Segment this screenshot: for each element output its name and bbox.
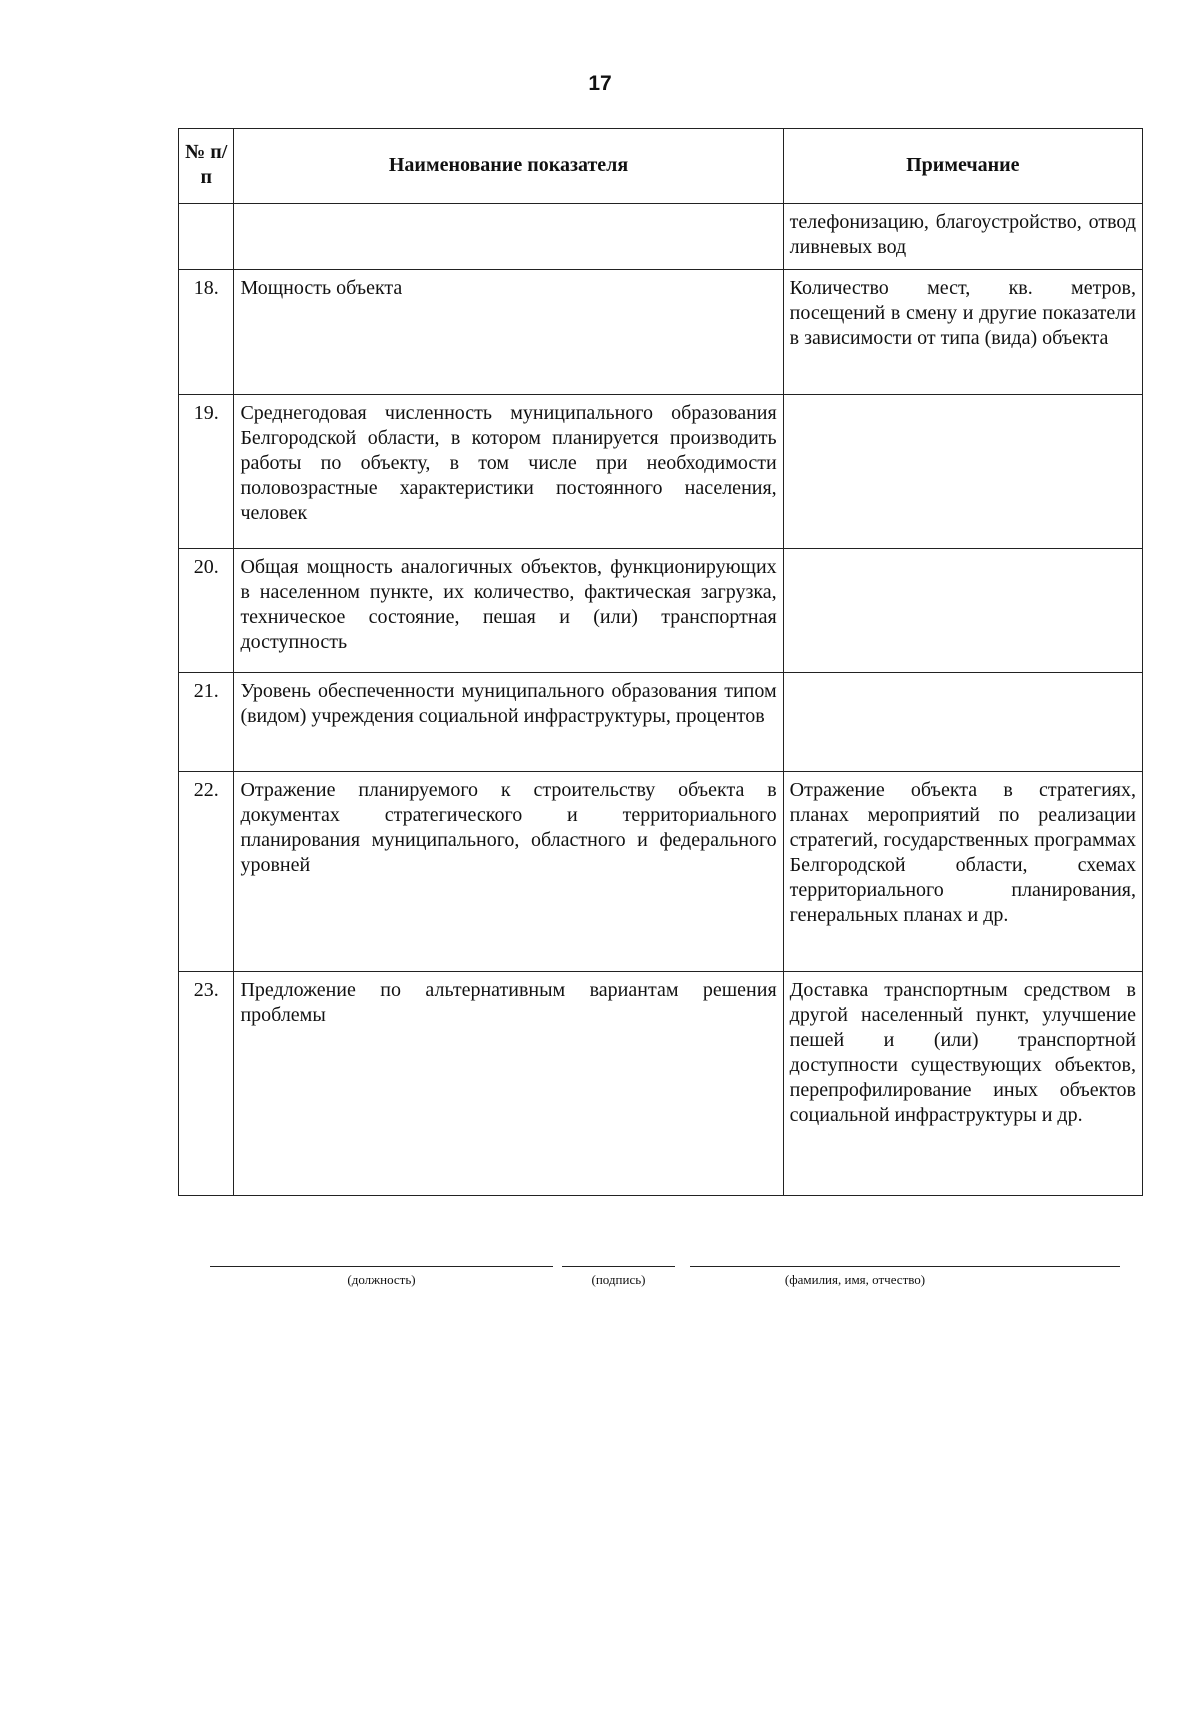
row-number: 22.: [179, 772, 234, 972]
row-note: Отражение объекта в стратегиях, планах мероприятий по реализации стратегий, государственных программах Белгородской области, схемах территориального планирования, генеральных планах и др.: [783, 772, 1142, 972]
row-number: 18.: [179, 270, 234, 395]
row-indicator-name: Среднегодовая численность муниципального образования Белгородской области, в котором планируется производить работы по объекту, в том числе при необходимости половозрастные характеристики постоянного населения, человек: [234, 395, 783, 549]
table-header: [179, 129, 1143, 204]
position-caption: (должность): [347, 1272, 416, 1287]
row-indicator-name: Общая мощность аналогичных объектов, функционирующих в населенном пункте, их количество, фактическая загрузка, техническое состояние, пешая и (или) транспортная доступность: [234, 549, 783, 673]
row-number: 19.: [179, 395, 234, 549]
row-note: [783, 549, 1142, 673]
table-row: [179, 204, 1143, 270]
page-number: 17: [588, 72, 612, 95]
row-note: [783, 395, 1142, 549]
signature-line: [562, 1266, 675, 1267]
row-number: 21.: [179, 673, 234, 772]
row-indicator-name: Отражение планируемого к строительству объекта в документах стратегического и территориального планирования муниципального, областного и федерального уровней: [234, 772, 783, 972]
table-row: [179, 549, 1143, 673]
row-indicator-name: Предложение по альтернативным вариантам решения проблемы: [234, 972, 783, 1196]
row-indicator-name: [234, 204, 783, 270]
row-note: телефонизацию, благоустройство, отвод ливневых вод: [783, 204, 1142, 270]
signature-block: [210, 1266, 1120, 1306]
table-row: [179, 972, 1143, 1196]
row-indicator-name: Мощность объекта: [234, 270, 783, 395]
header-indicator-name: Наименование показателя: [234, 129, 783, 204]
row-note: Доставка транспортным средством в другой населенный пункт, улучшение пешей и (или) транспортной доступности существующих объектов, перепрофилирование иных объектов социальной инфраструктуры и др.: [783, 972, 1142, 1196]
table-header-row: [179, 129, 1143, 204]
table-row: [179, 395, 1143, 549]
indicators-table: [178, 128, 1143, 1196]
name-caption: (фамилия, имя, отчество): [784, 1272, 926, 1287]
header-number: № п/п: [179, 129, 234, 204]
table-body: [179, 204, 1143, 1196]
header-note: Примечание: [783, 129, 1142, 204]
row-note: [783, 673, 1142, 772]
name-line: [690, 1266, 1120, 1267]
table-row: [179, 772, 1143, 972]
row-number: 20.: [179, 549, 234, 673]
row-number: 23.: [179, 972, 234, 1196]
row-indicator-name: Уровень обеспеченности муниципального образования типом (видом) учреждения социальной инфраструктуры, процентов: [234, 673, 783, 772]
row-note: Количество мест, кв. метров, посещений в смену и другие показатели в зависимости от типа (вида) объекта: [783, 270, 1142, 395]
row-number: [179, 204, 234, 270]
signature-caption: (подпись): [591, 1272, 646, 1287]
table-row: [179, 673, 1143, 772]
position-line: [210, 1266, 553, 1267]
table-row: [179, 270, 1143, 395]
